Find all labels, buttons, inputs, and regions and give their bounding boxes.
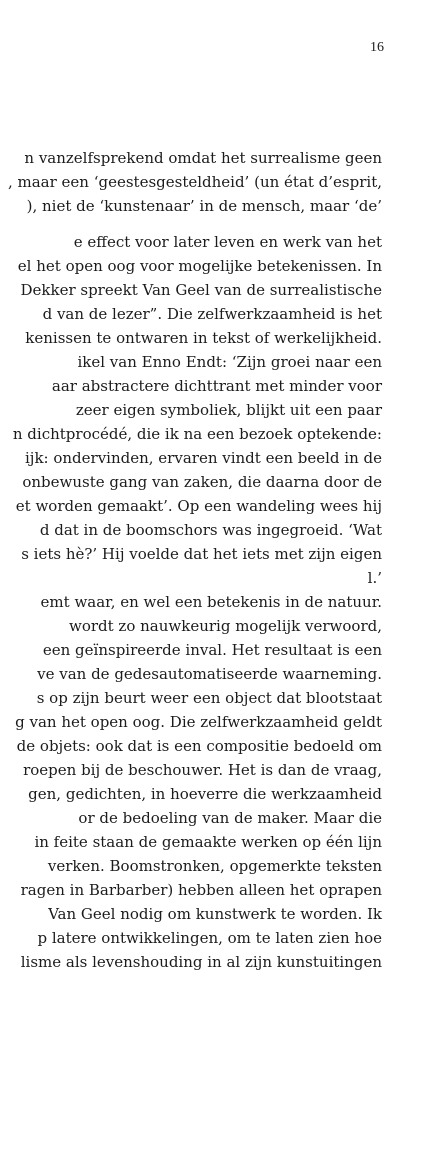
text-line: Van Geel nodig om kunstwerk te worden. Ik	[48, 905, 382, 923]
text-line: Dekker spreekt Van Geel van de surrealistische	[20, 281, 382, 299]
text-line: el het open oog voor mogelijke betekenissen. In	[17, 257, 382, 275]
text-line: ragen in Barbarber) hebben alleen het oprapen	[20, 881, 382, 899]
text-line: d van de lezer”. Die zelfwerkzaamheid is het	[42, 305, 382, 323]
text-line: ijk: ondervinden, ervaren vindt een beeld in de	[25, 449, 382, 467]
text-line: g van het open oog. Die zelfwerkzaamheid geldt	[15, 713, 382, 731]
paragraph	[0, 146, 382, 218]
text-line: s iets hè?’ Hij voelde dat het iets met zijn eigen	[21, 545, 382, 563]
text-line: ikel van Enno Endt: ‘Zijn groei naar een	[77, 353, 382, 371]
paragraph	[0, 230, 382, 974]
text-line: de objets: ook dat is een compositie bedoeld om	[16, 737, 382, 755]
text-line: et worden gemaakt’. Op een wandeling wees hij	[15, 497, 382, 515]
text-line: gen, gedichten, in hoeverre die werkzaamheid	[28, 785, 382, 803]
text-line: n vanzelfsprekend omdat het surrealisme geen	[24, 149, 382, 167]
text-line: lisme als levenshouding in al zijn kunstuitingen	[20, 953, 382, 971]
text-line: wordt zo nauwkeurig mogelijk verwoord,	[68, 617, 382, 635]
text-line: zeer eigen symboliek, blijkt uit een paar	[75, 401, 382, 419]
text-line: in feite staan de gemaakte werken op één lijn	[34, 833, 382, 851]
text-line: een geïnspireerde inval. Het resultaat is een	[42, 641, 382, 659]
text-line: d dat in de boomschors was ingegroeid. ‘Wat	[39, 521, 382, 539]
text-line: or de bedoeling van de maker. Maar die	[78, 809, 382, 827]
text-line: ve van de gedesautomatiseerde waarneming.	[37, 665, 382, 683]
text-line: kenissen te ontwaren in tekst of werkelijkheid.	[25, 329, 382, 347]
text-line: s op zijn beurt weer een object dat blootstaat	[36, 689, 382, 707]
body-text	[0, 146, 382, 974]
text-line: aar abstractere dichttrant met minder voor	[51, 377, 382, 395]
text-line: , maar een ‘geestesgesteldheid’ (un état d’esprit,	[7, 173, 382, 191]
text-line: ), niet de ‘kunstenaar’ in de mensch, maar ‘de’	[26, 197, 382, 215]
text-line: emt waar, en wel een betekenis in de natuur.	[40, 593, 382, 611]
page-number: 16	[370, 40, 384, 55]
text-line: n dichtprocédé, die ik na een bezoek optekende:	[12, 425, 382, 443]
text-line: l.’	[367, 569, 382, 587]
text-line: roepen bij de beschouwer. Het is dan de vraag,	[23, 761, 382, 779]
text-line: onbewuste gang van zaken, die daarna door de	[22, 473, 382, 491]
text-line: verken. Boomstronken, opgemerkte teksten	[47, 857, 382, 875]
paragraph-gap	[0, 218, 382, 230]
text-line: p latere ontwikkelingen, om te laten zien hoe	[37, 929, 382, 947]
text-line: e effect voor later leven en werk van het	[73, 233, 382, 251]
